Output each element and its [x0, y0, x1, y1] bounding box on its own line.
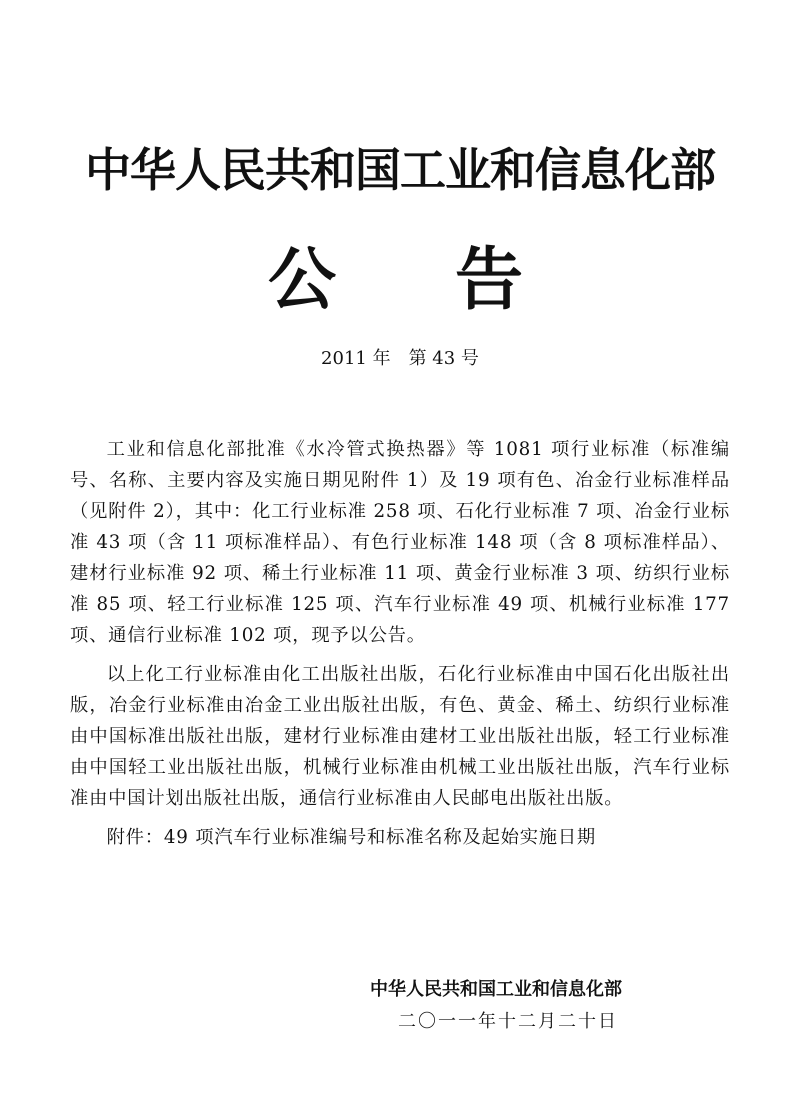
document-type-char-1: 公 [268, 241, 337, 320]
issue-number: 2011 年 第 43 号 [321, 348, 479, 369]
signature-date: 二〇一一年十二月二十日 [398, 1011, 618, 1032]
attachment-note: 附件：49 项汽车行业标准编号和标准名称及起始实施日期 [106, 827, 597, 848]
announcement-body [70, 434, 730, 853]
body-paragraph-publishers: 以上化工行业标准由化工出版社出版，石化行业标准由中国石化出版社出版，冶金行业标准由冶金工业出版社出版，有色、黄金、稀土、纺织行业标准由中国标准出版社出版，建材行业标准由建材工业出版社出版，轻工行业标准由中国轻工业出版社出版，机械行业标准由机械工业出版社出版，汽车行业标准由中国计划出版社出版，通信行业标准由人民邮电出版社出版。 [70, 664, 730, 809]
document-type-heading [0, 238, 800, 328]
document-type-char-2: 告 [455, 241, 524, 320]
signature-organization: 中华人民共和国工业和信息化部 [370, 979, 622, 1000]
signature-block [370, 975, 700, 1037]
ministry-title: 中华人民共和国工业和信息化部 [85, 143, 715, 197]
body-paragraph-approval: 工业和信息化部批准《水冷管式换热器》等 1081 项行业标准（标准编号、名称、主要内容及实施日期见附件 1）及 19 项有色、冶金行业标准样品（见附件 2），其中：化工行业标准 258 项、石化行业标准 7 项、冶金行业标准 43 项（含 11 项标准样品）、有色行业标准 148 项（含 8 项标准样品）、建材行业标准 92 项、稀土行业标准 11 项、黄金行业标准 3 项、纺织行业标准 85 项、轻工行业标准 125 项、汽车行业标准 49 项、机械行业标准 177 项、通信行业标准 102 项，现予以公告。 [70, 439, 730, 646]
